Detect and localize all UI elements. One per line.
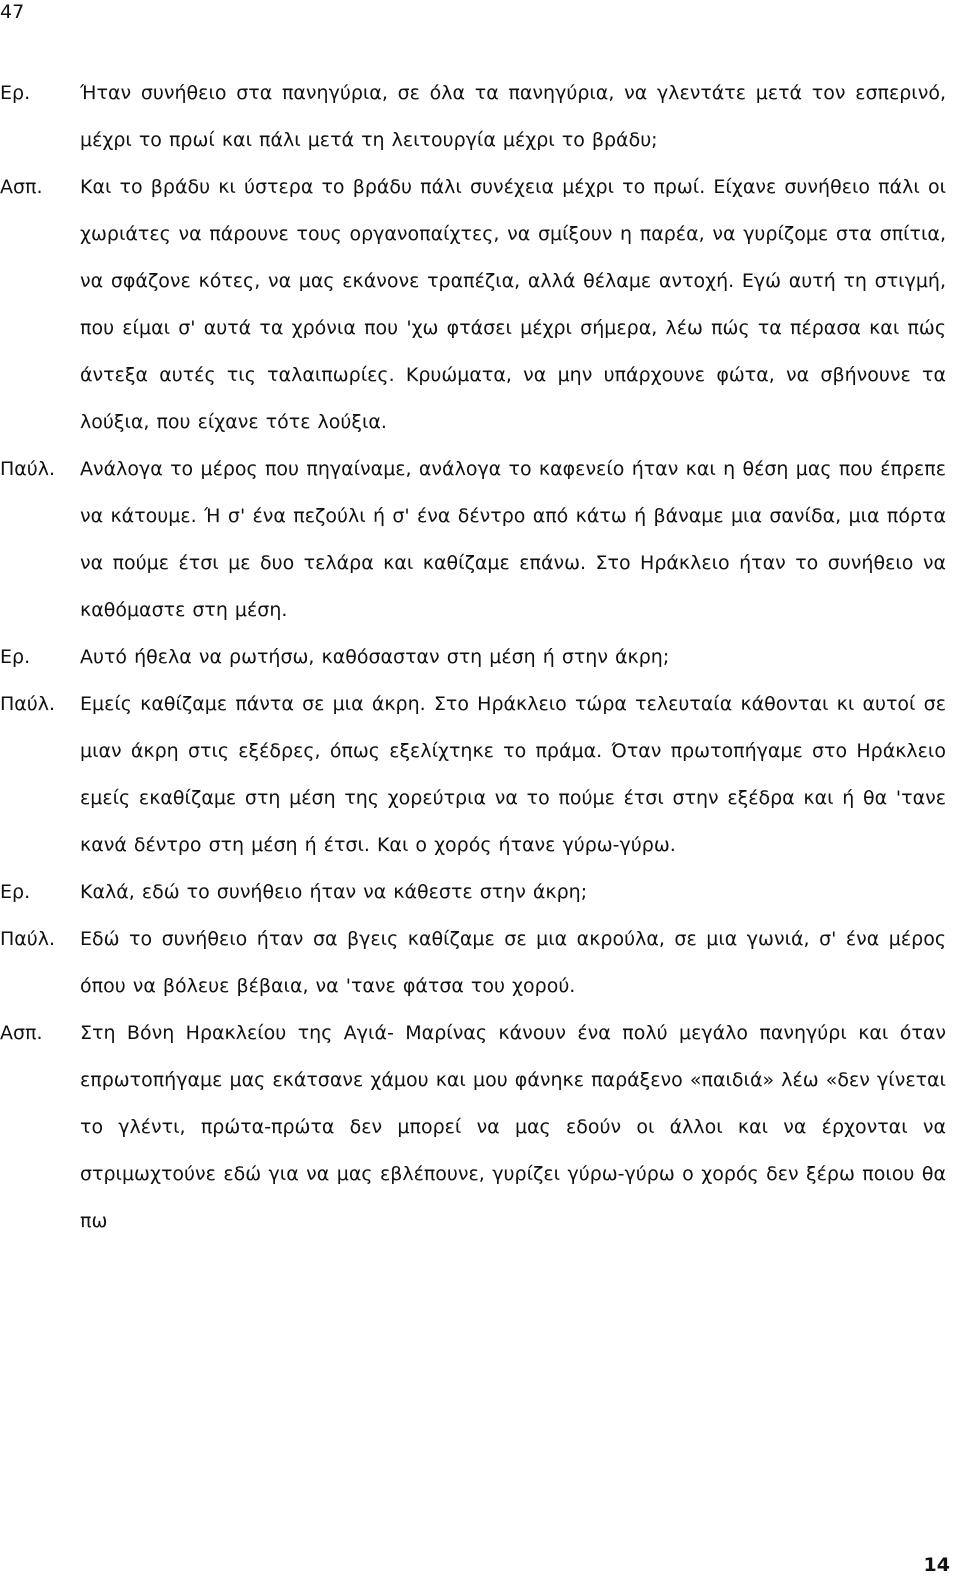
speaker-label: Παύλ. xyxy=(0,928,56,950)
speaker-label: Παύλ. xyxy=(0,693,56,715)
interview-transcript xyxy=(0,70,950,1245)
transcript-entry xyxy=(0,634,950,681)
utterance-text: Καλά, εδώ το συνήθειο ήταν να κάθεστε στην άκρη; xyxy=(80,881,588,903)
transcript-entry xyxy=(0,869,950,916)
speaker-label: Ασπ. xyxy=(0,176,43,198)
utterance-text: Ήταν συνήθειο στα πανηγύρια, σε όλα τα πανηγύρια, να γλεντάτε μετά τον εσπερινό, μέχρι το πρωί και πάλι μετά τη λειτουργία μέχρι το βράδυ; xyxy=(80,82,946,151)
transcript-entry xyxy=(0,1010,950,1245)
utterance-text: Εδώ το συνήθειο ήταν σα βγεις καθίζαμε σε μια ακρούλα, σε μια γωνιά, σ' ένα μέρος όπου να βόλευε βέβαια, να 'τανε φάτσα του χορού. xyxy=(80,928,946,997)
utterance-text: Εμείς καθίζαμε πάντα σε μια άκρη. Στο Ηράκλειο τώρα τελευταία κάθονται κι αυτοί σε μιαν άκρη στις εξέδρες, όπως εξελίχτηκε το πράμα. Όταν πρωτοπήγαμε στο Ηράκλειο εμείς εκαθίζαμε στη μέση της χορεύτρια να το πούμε έτσι στην εξέδρα και ή θα 'τανε κανά δέντρο στη μέση ή έτσι. Και ο χορός ήτανε γύρω-γύρω. xyxy=(80,693,946,856)
transcript-entry xyxy=(0,446,950,634)
transcript-entry xyxy=(0,916,950,1010)
transcript-entry xyxy=(0,164,950,446)
speaker-label: Ασπ. xyxy=(0,1022,43,1044)
transcript-entry xyxy=(0,681,950,869)
utterance-text: Στη Βόνη Ηρακλείου της Αγιά- Μαρίνας κάνουν ένα πολύ μεγάλο πανηγύρι και όταν επρωτοπήγαμε μας εκάτσανε χάμου και μου φάνηκε παράξενο «παιδιά» λέω «δεν γίνεται το γλέντι, πρώτα-πρώτα δεν μπορεί να μας εδούν οι άλλοι και να έρχονται να στριμωχτούνε εδώ για να μας εβλέπουνε, γυρίζει γύρω-γύρω ο χορός δεν ξέρω ποιου θα πω xyxy=(80,1022,946,1232)
speaker-label: Ερ. xyxy=(0,881,31,903)
utterance-text: Αυτό ήθελα να ρωτήσω, καθόσασταν στη μέση ή στην άκρη; xyxy=(80,646,670,668)
transcript-entry xyxy=(0,70,950,164)
page-number-top: 47 xyxy=(0,1,25,23)
speaker-label: Ερ. xyxy=(0,82,31,104)
utterance-text: Ανάλογα το μέρος που πηγαίναμε, ανάλογα το καφενείο ήταν και η θέση μας που έπρεπε να κάτουμε. Ή σ' ένα πεζούλι ή σ' ένα δέντρο από κάτω ή βάναμε μια σανίδα, μια πόρτα να πούμε έτσι με δυο τελάρα και καθίζαμε επάνω. Στο Ηράκλειο ήταν το συνήθειο να καθόμαστε στη μέση. xyxy=(80,458,946,621)
page-number-bottom: 14 xyxy=(923,1554,950,1576)
speaker-label: Ερ. xyxy=(0,646,31,668)
utterance-text: Και το βράδυ κι ύστερα το βράδυ πάλι συνέχεια μέχρι το πρωί. Είχανε συνήθειο πάλι οι χωριάτες να πάρουνε τους οργανοπαίχτες, να σμίξουν η παρέα, να γυρίζομε στα σπίτια, να σφάζονε κότες, να μας εκάνονε τραπέζια, αλλά θέλαμε αντοχή. Εγώ αυτή τη στιγμή, που είμαι σ' αυτά τα χρόνια που 'χω φτάσει μέχρι σήμερα, λέω πώς τα πέρασα και πώς άντεξα αυτές τις ταλαιπωρίες. Κρυώματα, να μην υπάρχουνε φώτα, να σβήνουνε τα λούξια, που είχανε τότε λούξια. xyxy=(80,176,946,433)
speaker-label: Παύλ. xyxy=(0,458,56,480)
